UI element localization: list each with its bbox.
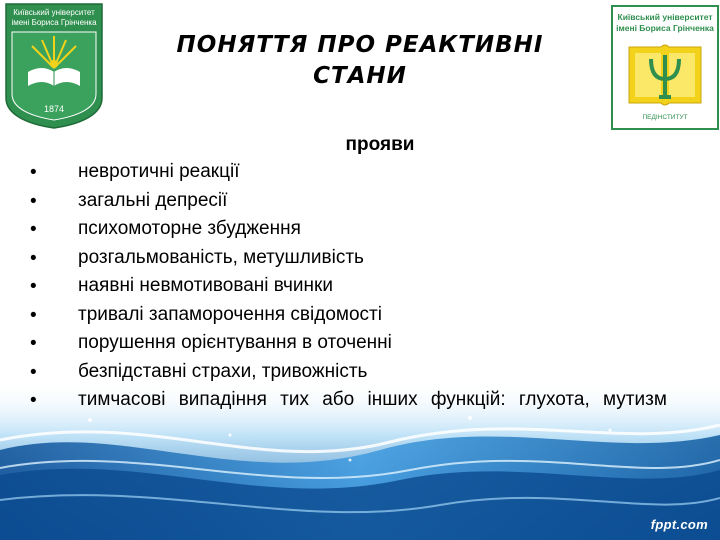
list-item xyxy=(30,331,697,355)
list-item xyxy=(30,274,697,298)
list-item-text: загальні депресії xyxy=(78,189,228,211)
bullet-icon: • xyxy=(30,247,37,269)
list-item xyxy=(30,246,697,270)
list-item xyxy=(30,303,697,327)
bullet-icon: • xyxy=(30,162,37,183)
logo-right-line1: Київський університет xyxy=(617,12,713,22)
university-shield-logo xyxy=(2,2,106,130)
title-line-1: ПОНЯТТЯ ПРО РЕАКТИВНІ xyxy=(176,32,544,58)
section-subtitle: прояви xyxy=(345,134,415,155)
bullet-list xyxy=(30,160,697,417)
list-item xyxy=(30,217,697,241)
list-item-text: безпідставні страхи, тривожність xyxy=(78,360,368,382)
bullet-icon: • xyxy=(30,390,37,411)
bullet-icon: • xyxy=(30,304,37,326)
bullet-icon: • xyxy=(30,333,37,354)
logo-right-line2: імені Бориса Грінченка xyxy=(616,23,714,33)
slide-title xyxy=(130,30,590,92)
bullet-icon: • xyxy=(30,219,37,240)
bullet-icon: • xyxy=(30,190,37,212)
footer-brand: fppt.com xyxy=(650,517,708,532)
list-item xyxy=(30,388,697,412)
list-item xyxy=(30,189,697,213)
list-item-text: розгальмованість, метушливість xyxy=(78,246,364,268)
list-item-text: порушення орієнтування в оточенні xyxy=(78,332,392,353)
list-item-text: психомоторне збудження xyxy=(78,218,301,239)
list-item-text: тривалі запаморочення свідомості xyxy=(78,303,382,325)
list-item-text: наявні невмотивовані вчинки xyxy=(78,275,333,296)
list-item-text: невротичні реакції xyxy=(78,161,240,182)
logo-left-year: 1874 xyxy=(43,104,65,114)
bullet-icon: • xyxy=(30,361,37,383)
logo-left-line2: імені Бориса Грінченка xyxy=(11,18,97,27)
bullet-icon: • xyxy=(30,276,37,297)
title-line-2: СТАНИ xyxy=(313,63,407,89)
logo-right-caption: ПЕДІНСТИТУТ xyxy=(642,114,688,121)
list-item-text: тимчасові випадіння тих або інших функцій: глухота, мутизм xyxy=(78,389,667,410)
list-item xyxy=(30,360,697,384)
list-item xyxy=(30,160,697,184)
logo-left-line1: Київський університет xyxy=(13,8,95,17)
university-institute-logo xyxy=(611,5,719,130)
